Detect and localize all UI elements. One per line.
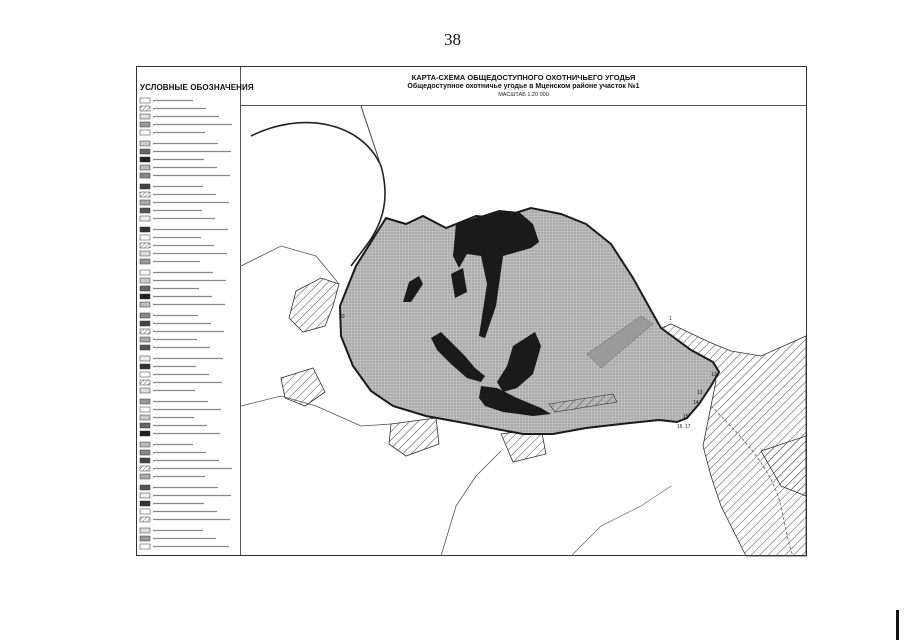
legend-swatch: [140, 458, 150, 463]
settlement-southwest: [281, 368, 325, 406]
road-southeast: [571, 486, 671, 556]
legend-swatch: [140, 337, 150, 342]
map-subtitle: Общедоступное охотничье угодье в Мценском районе участок №1: [407, 83, 640, 90]
legend-swatch: [140, 251, 150, 256]
road-west: [241, 246, 339, 284]
legend-swatch: [140, 528, 150, 533]
legend-swatch: [140, 431, 150, 436]
legend-swatch: [140, 98, 150, 103]
legend-swatch: [140, 294, 150, 299]
boundary-point-label: 1: [669, 316, 672, 322]
legend-swatch: [140, 208, 150, 213]
legend-swatch: [140, 493, 150, 498]
legend-swatch: [140, 130, 150, 135]
legend-swatch: [140, 227, 150, 232]
legend-swatch: [140, 114, 150, 119]
legend-title: УСЛОВНЫЕ ОБОЗНАЧЕНИЯ: [140, 83, 254, 92]
map-scale: МАСШТАБ 1:20 000: [498, 92, 549, 98]
legend-swatch: [140, 380, 150, 385]
legend-swatch: [140, 501, 150, 506]
legend-swatch: [140, 157, 150, 162]
legend-swatch: [140, 235, 150, 240]
legend-swatch: [140, 184, 150, 189]
legend-rows: [140, 98, 232, 549]
boundary-point-label: 13: [697, 390, 703, 396]
legend-panel: [137, 67, 254, 555]
settlement-south-1: [389, 418, 439, 456]
boundary-point-label: 20: [339, 314, 345, 320]
boundary-point-label: 14: [693, 400, 699, 406]
page-edge-mark: [896, 610, 899, 640]
legend-swatch: [140, 423, 150, 428]
boundary-point-label: 12: [711, 372, 717, 378]
legend-swatch: [140, 509, 150, 514]
legend-swatch: [140, 321, 150, 326]
map-canvas: [241, 106, 806, 556]
legend-swatch: [140, 517, 150, 522]
legend-swatch: [140, 399, 150, 404]
map-sheet: [136, 66, 807, 556]
legend-swatch: [140, 329, 150, 334]
road-ring: [251, 123, 385, 266]
legend-swatch: [140, 474, 150, 479]
road-south: [441, 451, 501, 556]
legend-swatch: [140, 106, 150, 111]
legend-swatch: [140, 485, 150, 490]
legend-swatch: [140, 149, 150, 154]
boundary-point-label: 17: [685, 424, 691, 430]
legend-swatch: [140, 141, 150, 146]
map-title: КАРТА-СХЕМА ОБЩЕДОСТУПНОГО ОХОТНИЧЬЕГО УГОДЬЯ: [411, 73, 636, 82]
legend-swatch: [140, 345, 150, 350]
legend-entries: [137, 94, 241, 554]
legend-swatch: [140, 122, 150, 127]
legend-swatch: [140, 192, 150, 197]
legend-swatch: [140, 200, 150, 205]
road-southwest: [241, 396, 391, 426]
legend-swatch: [140, 450, 150, 455]
road-northeast: [361, 106, 381, 166]
page-number: 38: [444, 30, 461, 49]
legend-swatch: [140, 415, 150, 420]
legend-swatch: [140, 278, 150, 283]
legend-swatch: [140, 544, 150, 549]
legend-swatch: [140, 270, 150, 275]
boundary-point-label: 15: [683, 414, 689, 420]
legend-swatch: [140, 356, 150, 361]
boundary-point-label: 16: [677, 424, 683, 430]
map-frame: [241, 105, 806, 555]
legend-swatch: [140, 313, 150, 318]
legend-swatch: [140, 216, 150, 221]
legend-swatch: [140, 372, 150, 377]
legend-swatch: [140, 364, 150, 369]
legend-swatch: [140, 286, 150, 291]
legend-swatch: [140, 302, 150, 307]
legend-swatch: [140, 173, 150, 178]
legend-swatch: [140, 243, 150, 248]
settlement-west: [289, 278, 339, 332]
legend-swatch: [140, 165, 150, 170]
legend-swatch: [140, 259, 150, 264]
title-block: [241, 67, 806, 105]
legend-swatch: [140, 388, 150, 393]
legend-swatch: [140, 407, 150, 412]
legend-swatch: [140, 442, 150, 447]
legend-swatch: [140, 536, 150, 541]
legend-swatch: [140, 466, 150, 471]
